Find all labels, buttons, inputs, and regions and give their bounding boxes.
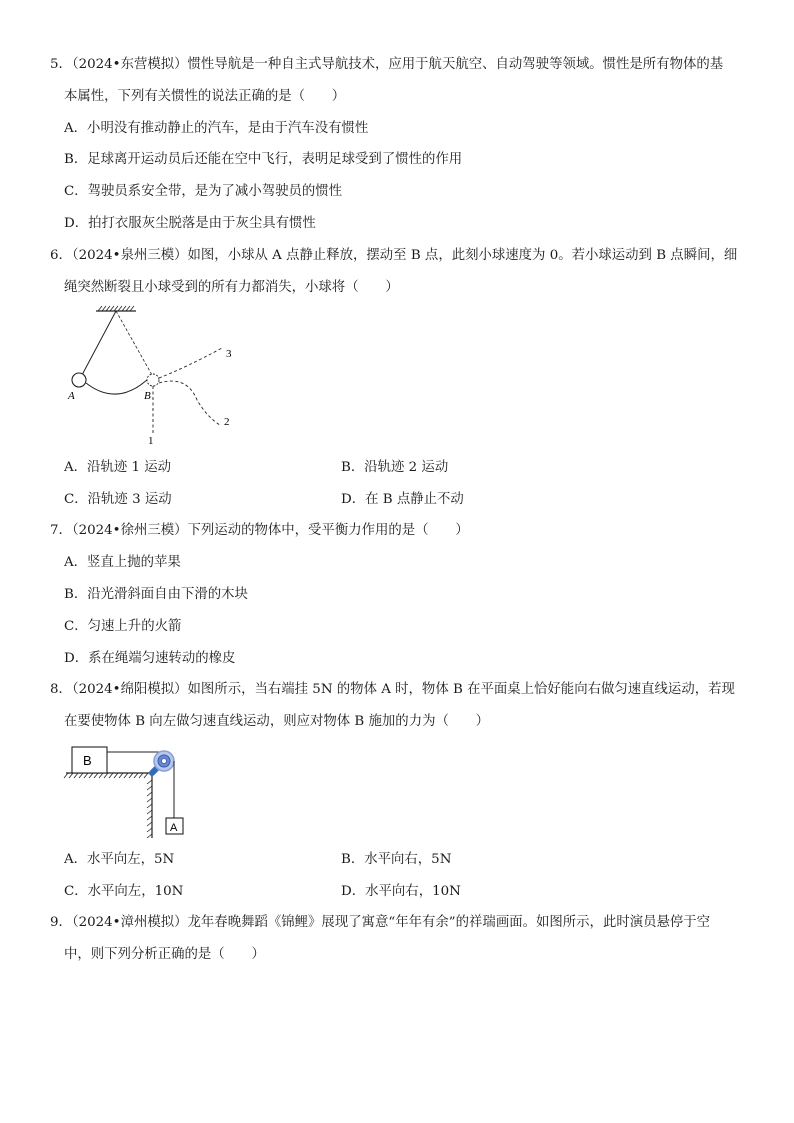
table-hatch — [64, 773, 148, 778]
ball-a — [72, 373, 86, 387]
edge-hatch — [147, 780, 152, 838]
q6-option-a[interactable]: A．沿轨迹 1 运动 — [64, 460, 172, 475]
block-a-label: A — [170, 822, 178, 834]
label-path-1: 1 — [148, 435, 154, 447]
q7-option-a[interactable]: A．竖直上抛的苹果 — [64, 555, 181, 570]
q6-pendulum-figure — [62, 305, 252, 445]
q6-option-d[interactable]: D．在 B 点静止不动 — [341, 492, 464, 507]
q7-option-c[interactable]: C．匀速上升的火箭 — [64, 619, 182, 634]
q8-stem-line1: 8．（2024•绵阳模拟）如图所示，当右端挂 5N 的物体 A 时，物体 B 在平面桌上恰好能向右做匀速直线运动，若现 — [50, 682, 735, 697]
swing-arc — [86, 379, 148, 394]
q5-option-d[interactable]: D．拍打衣服灰尘脱落是由于灰尘具有惯性 — [64, 216, 316, 231]
q9-stem-line2: 中，则下列分析正确的是（ ） — [64, 947, 265, 962]
q6-option-b[interactable]: B．沿轨迹 2 运动 — [341, 460, 449, 475]
ceiling-hatch — [98, 306, 134, 311]
label-b: B — [144, 390, 151, 402]
pulley-axle — [162, 759, 167, 764]
label-a: A — [68, 390, 75, 402]
q5-stem-line2: 本属性，下列有关惯性的说法正确的是（ ） — [64, 89, 346, 104]
q5-stem-line1: 5．（2024•东营模拟）惯性导航是一种自主式导航技术，应用于航天航空、自动驾驶等领域。惯性是所有物体的基 — [50, 57, 724, 72]
ball-b — [147, 374, 159, 386]
string-to-a — [82, 311, 116, 375]
q8-pulley-figure — [62, 740, 197, 840]
q7-option-b[interactable]: B．沿光滑斜面自由下滑的木块 — [64, 587, 248, 602]
path-2 — [159, 381, 220, 425]
q5-option-c[interactable]: C．驾驶员系安全带，是为了减小驾驶员的惯性 — [64, 184, 343, 199]
label-path-2: 2 — [224, 416, 230, 428]
q8-option-c[interactable]: C．水平向左，10N — [64, 884, 184, 899]
block-b-label: B — [83, 753, 92, 768]
q9-stem-line1: 9．（2024•漳州模拟）龙年春晚舞蹈《锦鲤》展现了寓意“年年有余”的祥瑞画面。如图所示，此时演员悬停于空 — [50, 915, 711, 930]
q8-option-b[interactable]: B．水平向右，5N — [341, 852, 452, 867]
label-path-3: 3 — [226, 348, 232, 360]
q5-option-b[interactable]: B．足球离开运动员后还能在空中飞行，表明足球受到了惯性的作用 — [64, 152, 463, 167]
q6-option-c[interactable]: C．沿轨迹 3 运动 — [64, 492, 172, 507]
q7-option-d[interactable]: D．系在绳端匀速转动的橡皮 — [64, 651, 236, 666]
q5-option-a[interactable]: A．小明没有推动静止的汽车，是由于汽车没有惯性 — [64, 121, 369, 136]
string-to-b — [116, 311, 152, 375]
q6-stem-line1: 6．（2024•泉州三模）如图，小球从 A 点静止释放，摆动至 B 点，此刻小球速度为 0。若小球运动到 B 点瞬间，细 — [50, 248, 738, 263]
path-3 — [159, 348, 222, 378]
q8-option-a[interactable]: A．水平向左，5N — [64, 852, 175, 867]
q6-stem-line2: 绳突然断裂且小球受到的所有力都消失，小球将（ ） — [64, 280, 399, 295]
q8-stem-line2: 在要使物体 B 向左做匀速直线运动，则应对物体 B 施加的力为（ ） — [64, 714, 490, 729]
q8-option-d[interactable]: D．水平向右，10N — [341, 884, 461, 899]
q7-stem-line1: 7．（2024•徐州三模）下列运动的物体中，受平衡力作用的是（ ） — [50, 523, 469, 538]
